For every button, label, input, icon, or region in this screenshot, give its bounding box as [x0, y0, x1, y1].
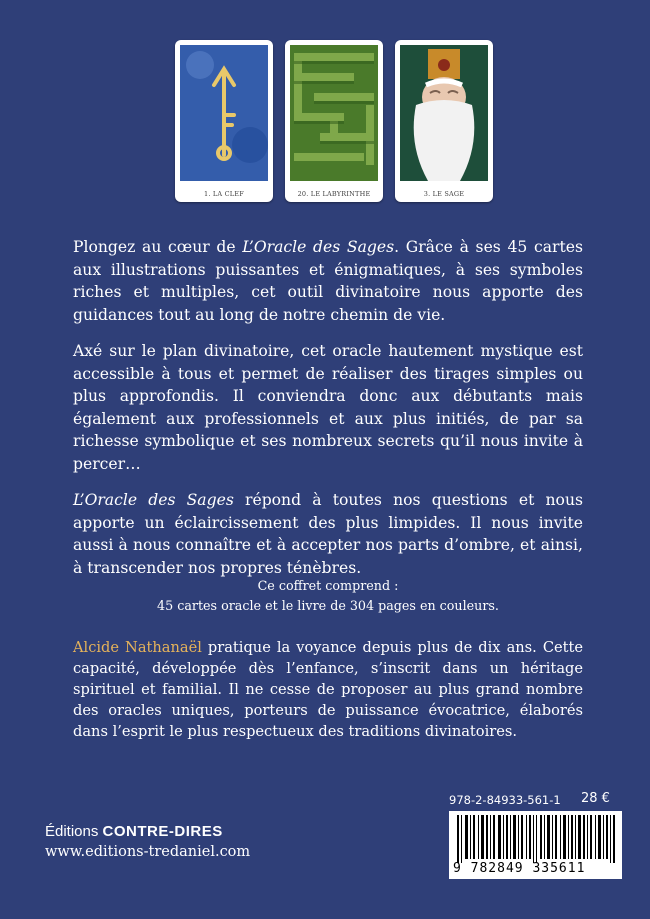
price: 28 € [581, 791, 610, 806]
publisher-website: www.editions-tredaniel.com [45, 844, 251, 860]
author-bio [73, 637, 583, 742]
isbn: 978-2-84933-561-1 [449, 793, 561, 807]
box-contents-heading: Ce coffret comprend : [257, 578, 399, 593]
book-title: L’Oracle des Sages [73, 491, 234, 509]
description [73, 236, 583, 593]
card-row [175, 40, 493, 202]
card-le-sage [395, 40, 493, 202]
intro-text-end: . Grâce à ses 45 cartes aux illustrations puissantes et énigmatiques, à ses symboles riches et multiples, cet outil divinatoire nous apporte des guidances tout au long de notre chemin de vie. [73, 238, 583, 324]
answers-text: répond à toutes nos questions et nous apporte un éclaircissement des plus limpides. Il nous invite aussi à nous connaître et à accepter nos parts d’ombre, et ainsi, à transcender nos propres ténèbres. [73, 491, 583, 577]
book-title: L’Oracle des Sages [242, 238, 395, 256]
sage-icon [400, 45, 488, 181]
barcode-bars [449, 811, 622, 863]
card-le-labyrinthe [285, 40, 383, 202]
box-contents [73, 576, 583, 616]
card-caption: 1. LA CLEF [204, 190, 244, 198]
author-name: Alcide Nathanaël [73, 639, 202, 656]
paragraph-intro [73, 236, 583, 326]
publisher-logo [45, 823, 223, 840]
paragraph-answers [73, 489, 583, 579]
card-caption: 20. LE LABYRINTHE [297, 190, 371, 198]
barcode [449, 811, 622, 879]
paragraph-approach: Axé sur le plan divinatoire, cet oracle hautement mystique est accessible à tous et permet de réaliser des tirages simples ou plus approfondis. Il conviendra donc aux débutants mais également aux professionnels et aux plus initiés, de par sa richesse symbolique et ses nombreux secrets qu’il nous invite à percer… [73, 342, 583, 473]
intro-text-start: Plongez au cœur de [73, 238, 243, 256]
labyrinth-icon [290, 45, 378, 181]
box-contents-detail: 45 cartes oracle et le livre de 304 pages en couleurs. [157, 598, 499, 613]
key-icon [180, 45, 268, 181]
publisher-prefix: Éditions [45, 823, 103, 840]
card-caption: 3. LE SAGE [423, 190, 465, 198]
publisher-name: CONTRE-DIRES [102, 823, 223, 840]
card-la-clef [175, 40, 273, 202]
barcode-digits: 9 782849 335611 [453, 861, 586, 876]
author-bio-text: pratique la voyance depuis plus de dix ans. Cette capacité, développée dès l’enfance, s’inscrit dans un héritage spirituel et familial. Il ne cesse de proposer au plus grand nombre des oracles uniques, porteurs de puissance évocatrice, élaborés dans l’esprit le plus respectueux des traditions divinatoires. [73, 639, 583, 740]
